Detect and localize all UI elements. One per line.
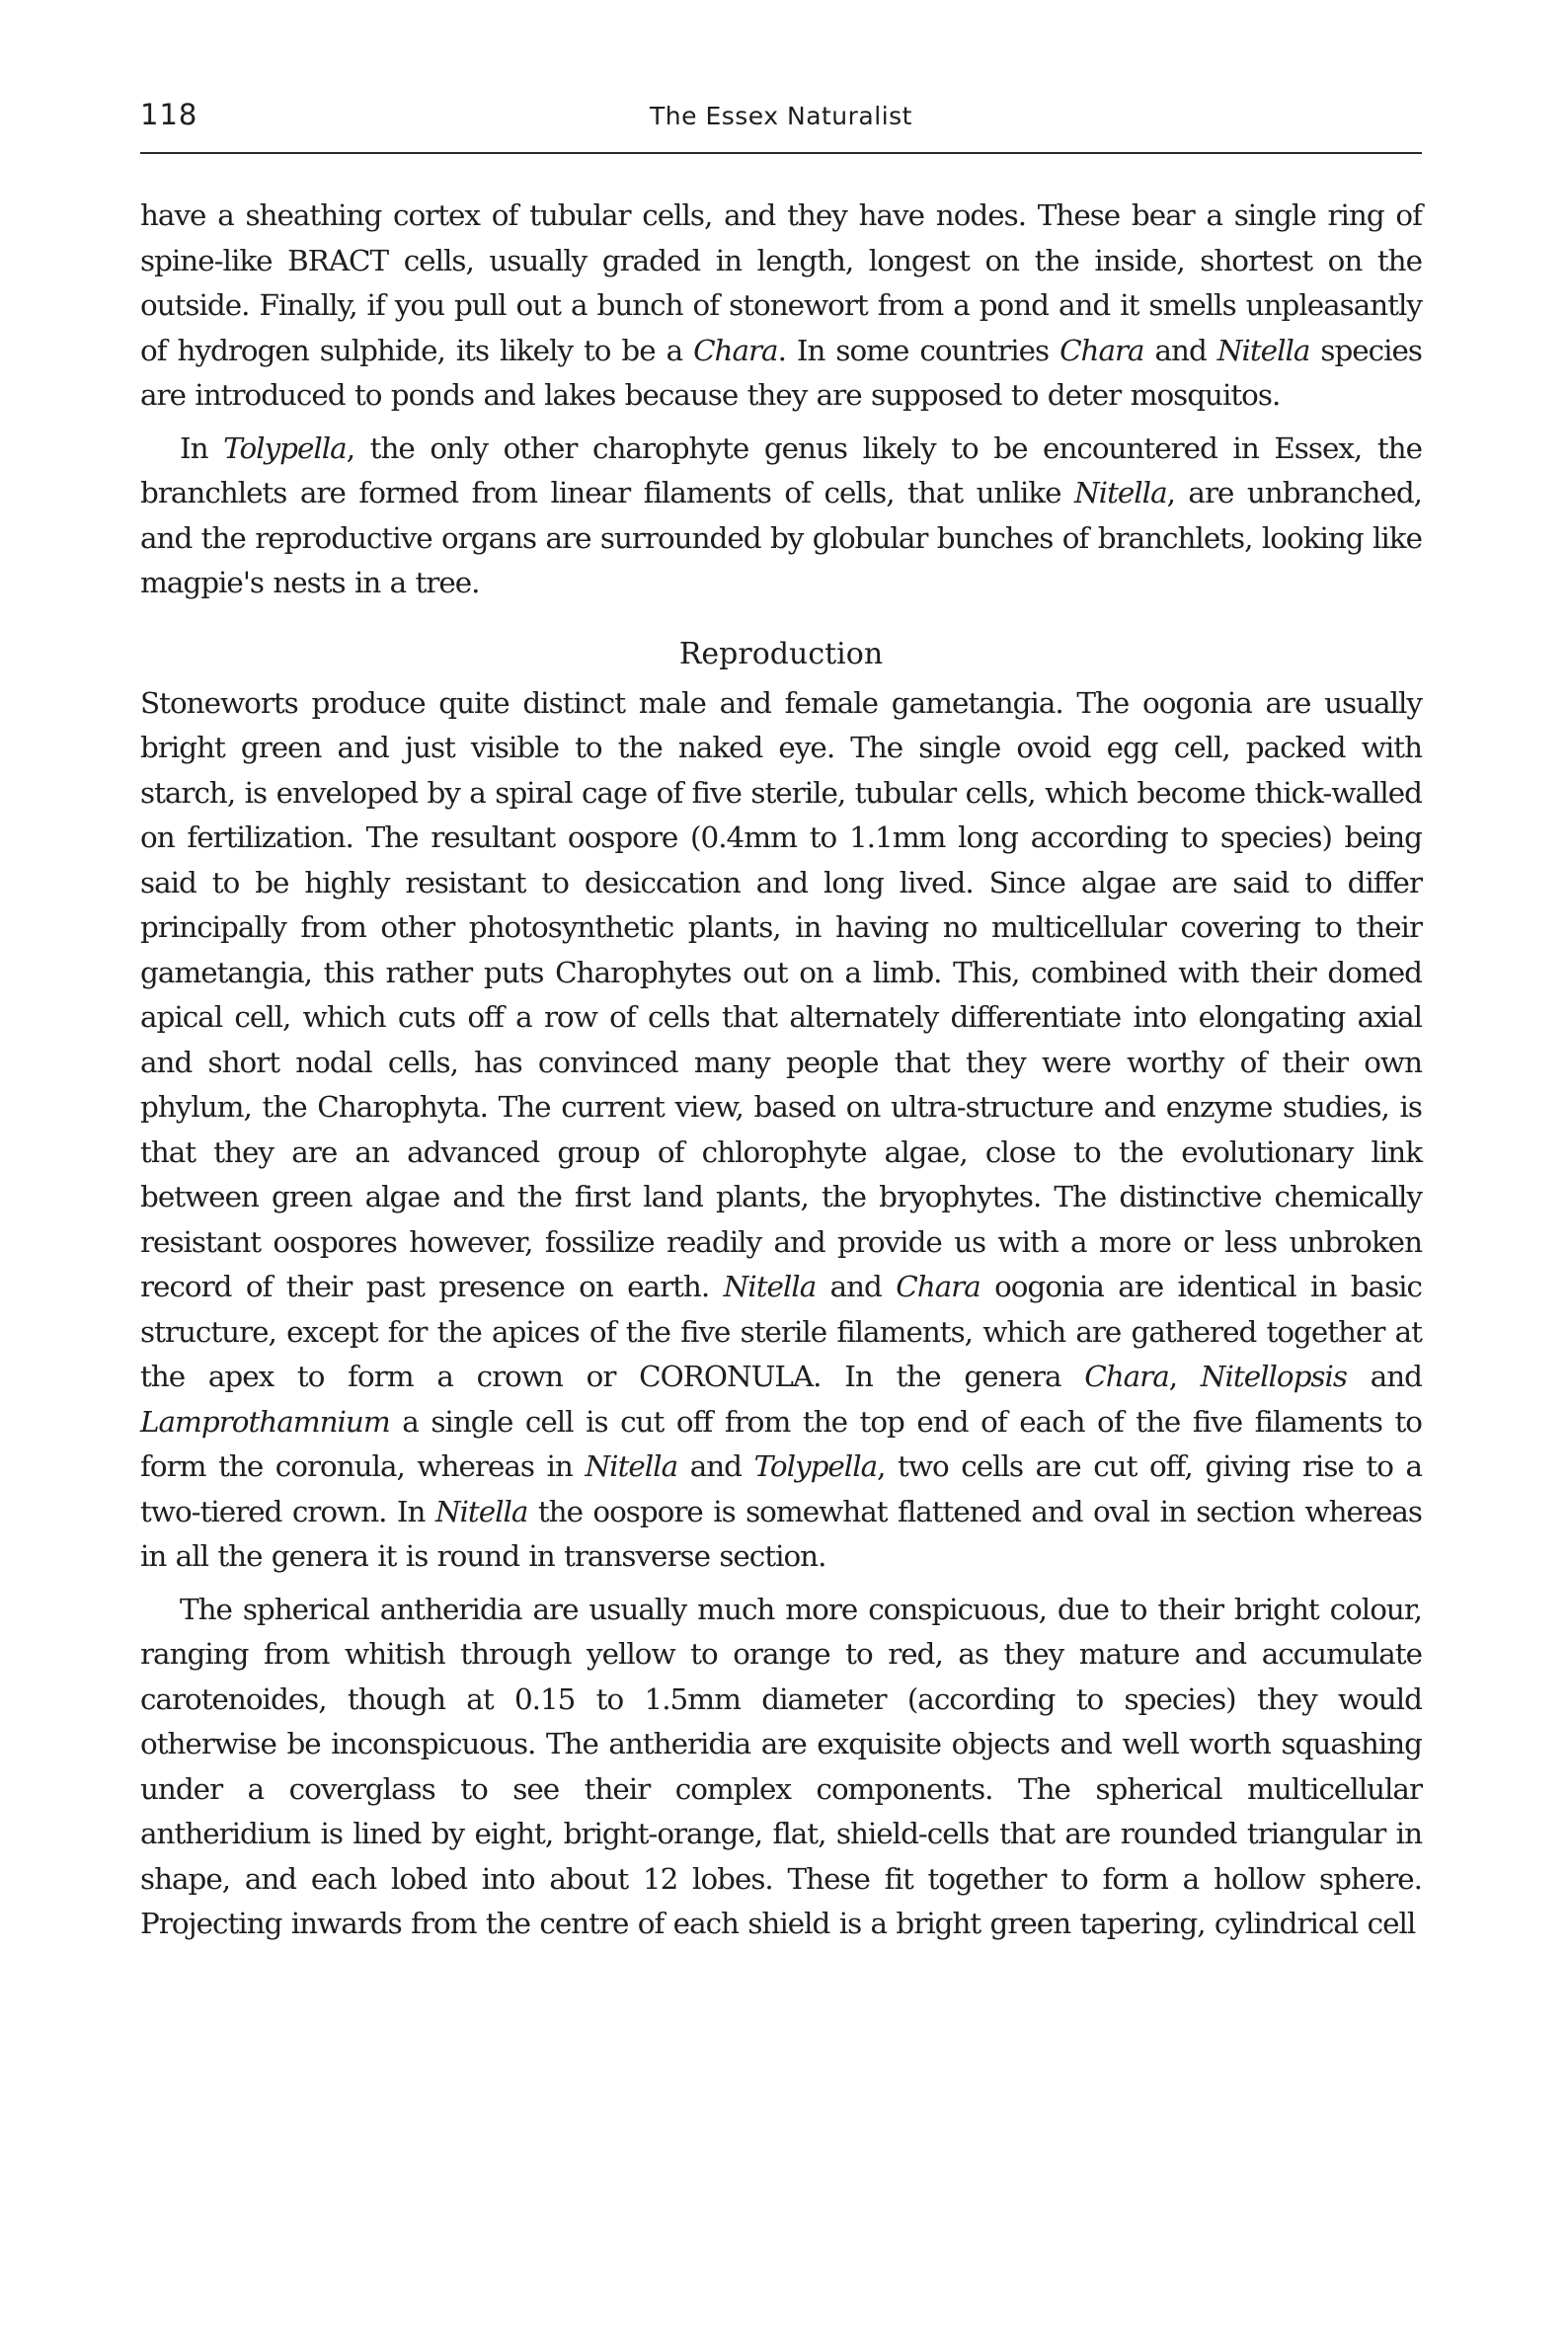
text-run: In <box>180 430 224 465</box>
taxon-nitella: Nitella <box>1216 333 1310 367</box>
text-run: have a sheathing cortex of tubular cells, and they have nodes. These bear a single ring of spine-like BRACT cells, usually graded in length, longest on the inside, shortest on the outside. Finally, if you pull out a bunch of stonewort from a pond and it smells unpleasantly of hydrogen sulphide, its likely to be a <box>140 198 1422 367</box>
text-run: and <box>1347 1360 1422 1393</box>
taxon-chara: Chara <box>896 1270 980 1303</box>
taxon-nitella: Nitella <box>585 1449 678 1483</box>
taxon-lamprothamnium: Lamprothamnium <box>140 1404 390 1439</box>
page-number: 118 <box>140 98 198 131</box>
text-run: and <box>677 1449 754 1483</box>
taxon-chara: Chara <box>693 333 778 367</box>
text-run: oogonia are identical in basic structure, except for the apices of the five sterile filaments, which are gathered together at the apex to form a crown or CORONULA. In the genera <box>140 1270 1423 1393</box>
paragraph-gametangia <box>140 681 1422 1580</box>
section-heading-reproduction: Reproduction <box>678 636 884 671</box>
taxon-nitella: Nitella <box>1073 476 1167 509</box>
text-run: and <box>816 1270 897 1303</box>
text-run: and <box>1143 333 1217 367</box>
taxon-chara: Chara <box>1084 1360 1169 1393</box>
taxon-tolypella: Tolypella <box>753 1449 878 1483</box>
taxon-chara: Chara <box>1059 333 1144 367</box>
taxon-nitella: Nitella <box>434 1494 528 1528</box>
text-run: , two cells are cut off, giving rise to a two-tiered crown. In <box>140 1449 1422 1528</box>
text-run: The spherical antheridia are usually much more conspicuous, due to their bright colour, ranging from whitish through yellow to orange to red, as they mature and accumulate carotenoides, though at 0.15 to 1.5mm diameter (according to species) they would otherwise be inconspicuous. The antheridia are exquisite objects and well worth squashing under a coverglass to see their complex components. The spherical multicellular antheridium is lined by eight, bright-orange, flat, shield-cells that are rounded triangular in shape, and each lobed into about 12 lobes. These fit together to form a hollow sphere. Projecting inwards from the centre of each shield is a bright green tapering, cylindrical cell <box>140 1592 1422 1940</box>
text-run: species are introduced to ponds and lakes because they are supposed to deter mosquitos. <box>140 333 1422 412</box>
text-run: Stoneworts produce quite distinct male and female gametangia. The oogonia are usually bright green and just visible to the naked eye. The single ovoid egg cell, packed with starch, is enveloped by a spiral cage of five sterile, tubular cells, which become thick-walled on fertilization. The resultant oospore (0.4mm to 1.1mm long according to species) being said to be highly resistant to desiccation and long lived. Since algae are said to differ principally from other photosynthetic plants, in having no multicellular covering to their gametangia, this rather puts Charophytes out on a limb. This, combined with their domed apical cell, which cuts off a row of cells that alternately differentiate into elongating axial and short nodal cells, has convinced many people that they were worthy of their own phylum, the Charophyta. The current view, based on ultra-structure and enzyme studies, is that they are an advanced group of chlorophyte algae, close to the evolutionary link between green algae and the first land plants, the bryophytes. The distinctive chemically resistant oospores however, fossilize readily and provide us with a more or less unbroken record of their past presence on earth. <box>140 685 1422 1303</box>
running-title: The Essex Naturalist <box>650 102 912 130</box>
text-run: , are unbranched, and the reproductive organs are surrounded by globular bunches of branchlets, looking like magpie's nests in a tree. <box>140 476 1422 599</box>
text-run: . In some countries <box>777 333 1060 367</box>
taxon-tolypella: Tolypella <box>223 430 347 465</box>
text-run: , <box>1168 1360 1201 1393</box>
text-run: the oospore is somewhat flattened and oval in section whereas in all the genera it is round in transverse section. <box>140 1494 1422 1573</box>
paragraph-tolypella <box>140 427 1422 606</box>
text-run: a single cell is cut off from the top end of each of the five filaments to form the coronula, whereas in <box>140 1404 1422 1483</box>
text-run: , the only other charophyte genus likely to be encountered in Essex, the branchlets are formed from linear filaments of cells, that unlike <box>140 430 1422 509</box>
paragraph-antheridia <box>140 1588 1422 1947</box>
taxon-nitellopsis: Nitellopsis <box>1200 1360 1347 1393</box>
paragraph-sheathing-cortex <box>140 194 1422 419</box>
page-header <box>140 95 1422 154</box>
taxon-nitella: Nitella <box>723 1270 817 1303</box>
article-body <box>140 194 1422 1947</box>
